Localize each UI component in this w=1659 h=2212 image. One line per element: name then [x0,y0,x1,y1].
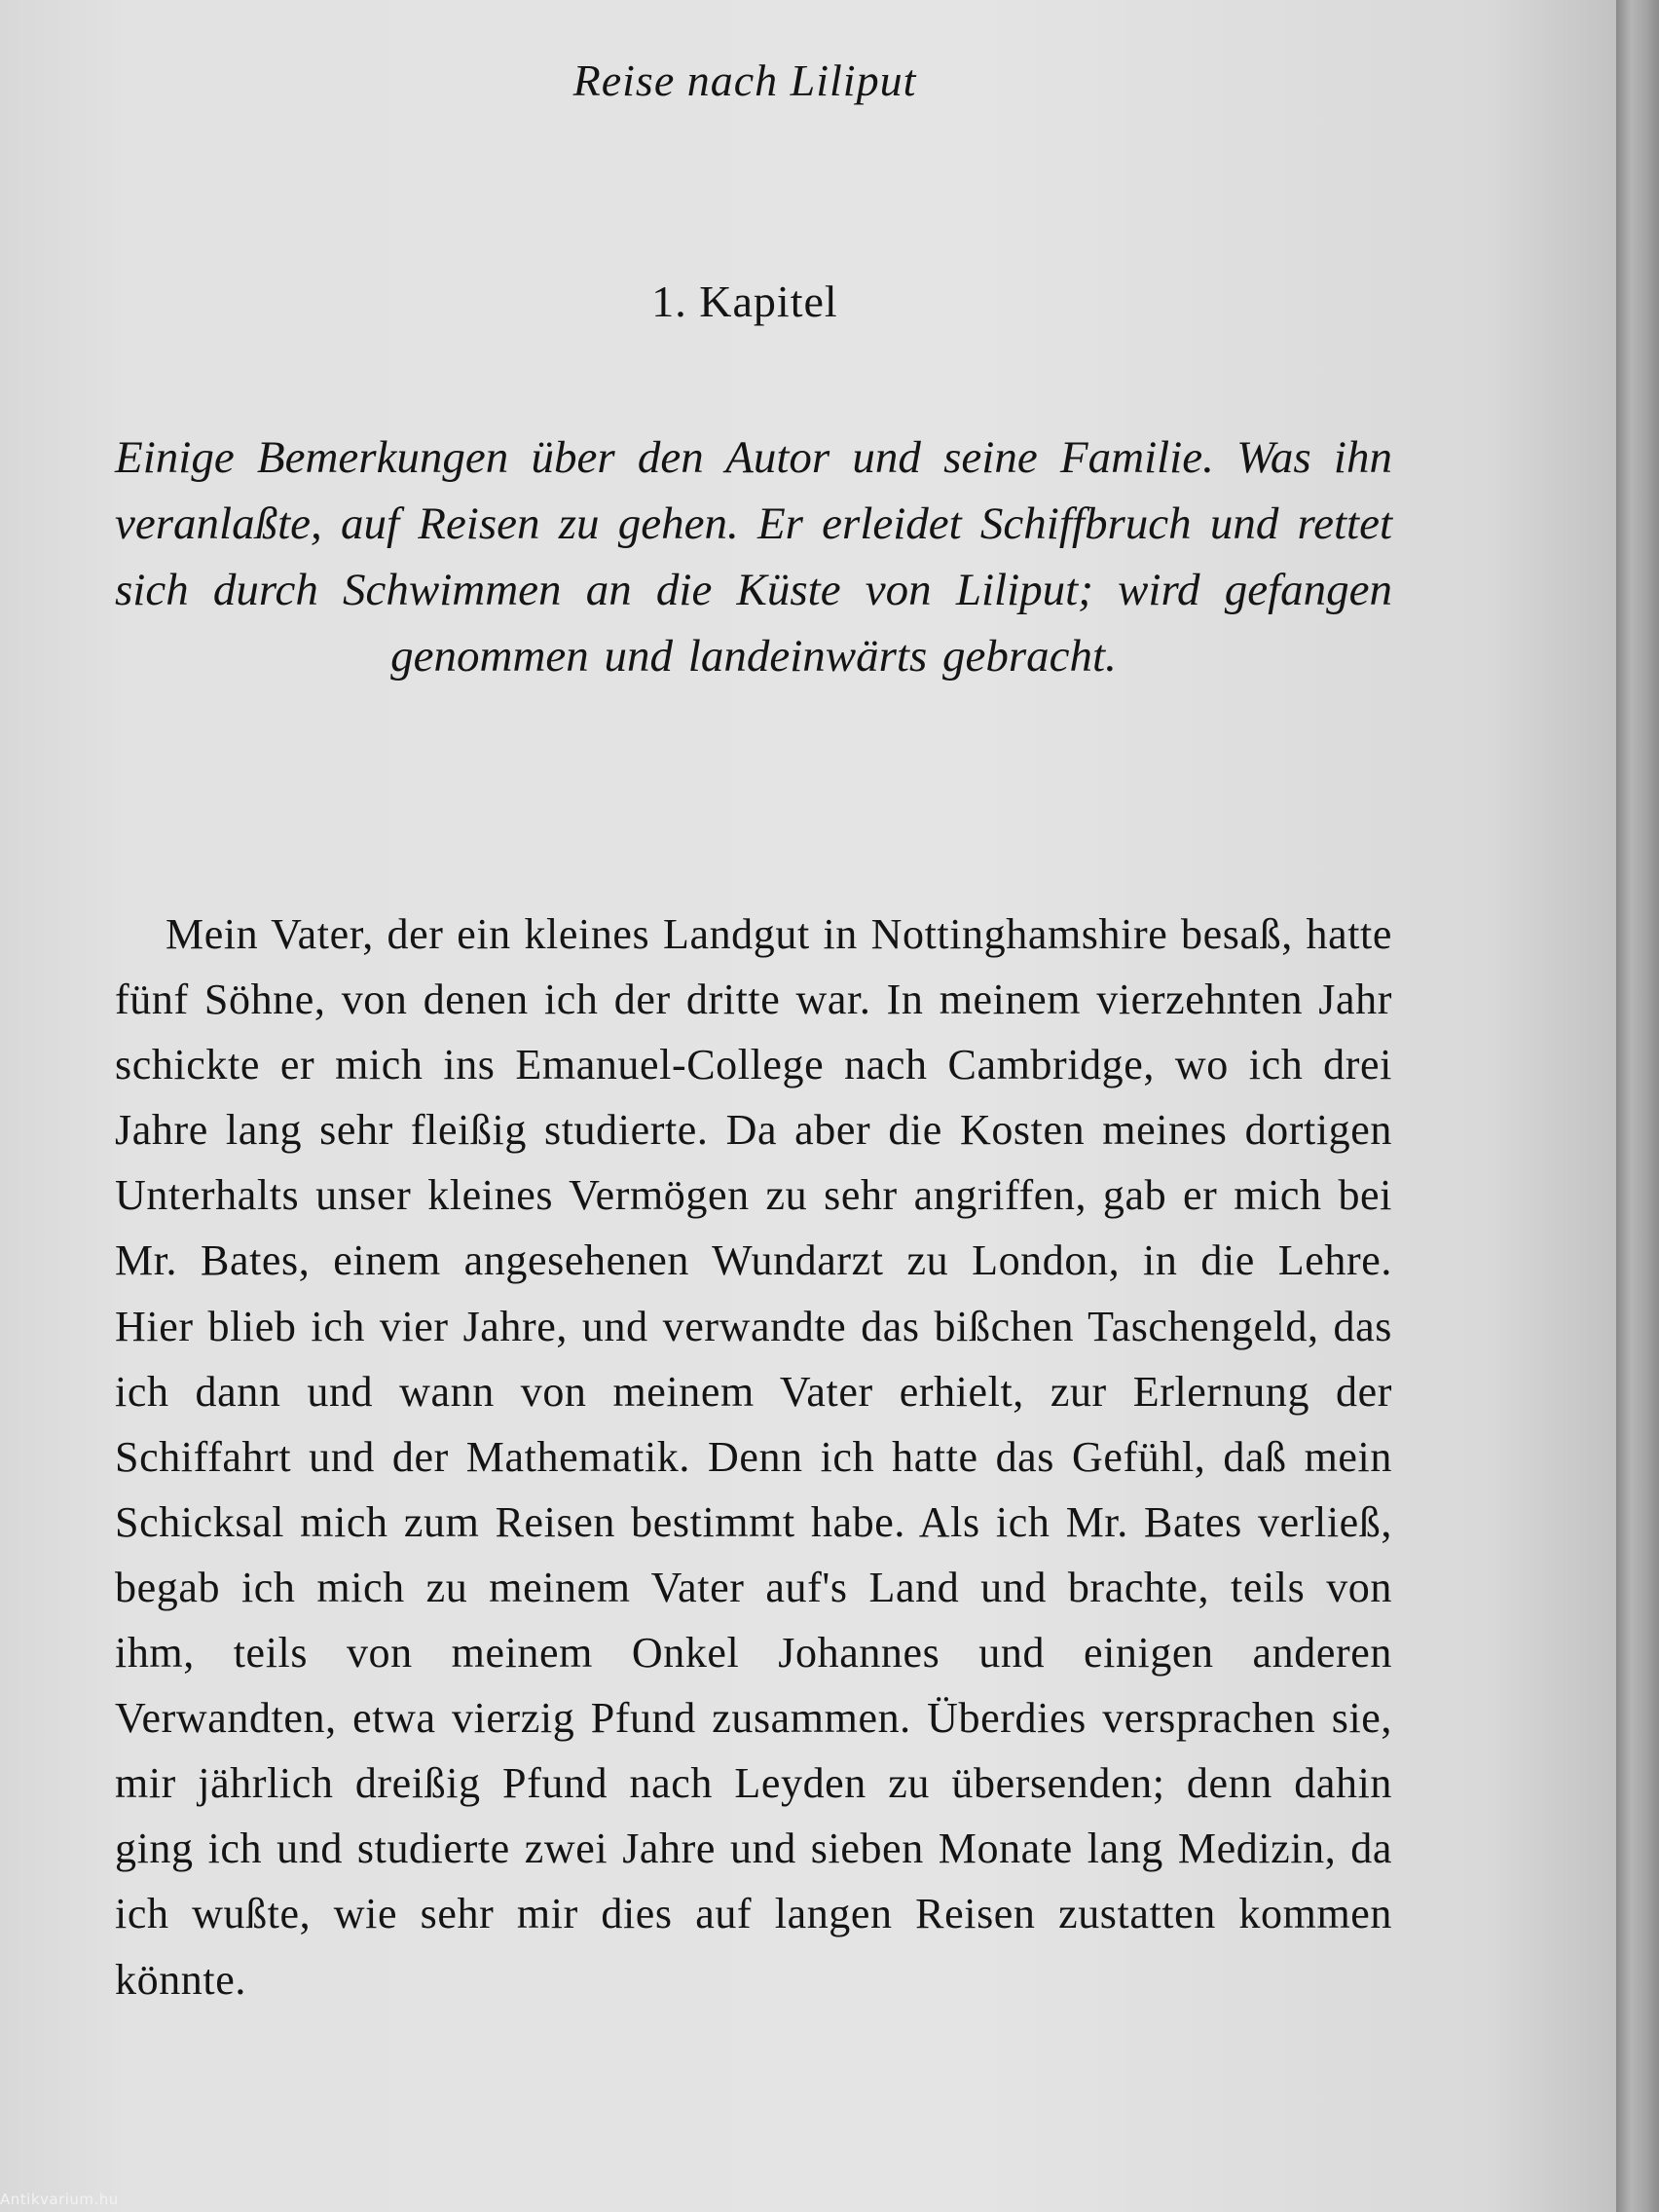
body-paragraph: Mein Vater, der ein kleines Landgut in Nottinghamshire besaß, hatte fünf Söhne, von denen ich der dritte war. In meinem vierzehnten Jahr schickte er mich ins Emanuel-College nach Cambridge, wo ich drei Jahre lang sehr fleißig studierte. Da aber die Kosten meines dortigen Unterhalts unser kleines Vermögen zu sehr angriffen, gab er mich bei Mr. Bates, einem angesehenen Wundarzt zu London, in die Lehre. Hier blieb ich vier Jahre, und verwandte das bißchen Taschengeld, das ich dann und wann von meinem Vater erhielt, zur Erlernung der Schiffahrt und der Mathematik. Denn ich hatte das Gefühl, daß mein Schicksal mich zum Reisen bestimmt habe. Als ich Mr. Bates verließ, begab ich mich zu meinem Vater auf's Land und brachte, teils von ihm, teils von meinem Onkel Johannes und einigen anderen Verwandten, etwa vierzig Pfund zusammen. Überdies versprachen sie, mir jährlich dreißig Pfund nach Leyden zu übersenden; denn dahin ging ich und studierte zwei Jahre und sieben Monate lang Medizin, da ich wußte, wie sehr mir dies auf langen Reisen zustatten kommen könnte. [115,910,1392,2004]
page-edge [1616,0,1659,2212]
running-head: Reise nach Liliput [572,55,917,105]
chapter-summary: Einige Bemerkungen über den Autor und seine Familie. Was ihn veranlaßte, auf Reisen zu gehen. Er erleidet Schiffbruch und rettet sich durch Schwimmen an die Küste von Liliput; wird gefangen genommen und landeinwärts gebracht. [115,432,1392,682]
watermark: Antikvarium.hu [0,2191,119,2208]
chapter-title: 1. Kapitel [651,276,838,326]
